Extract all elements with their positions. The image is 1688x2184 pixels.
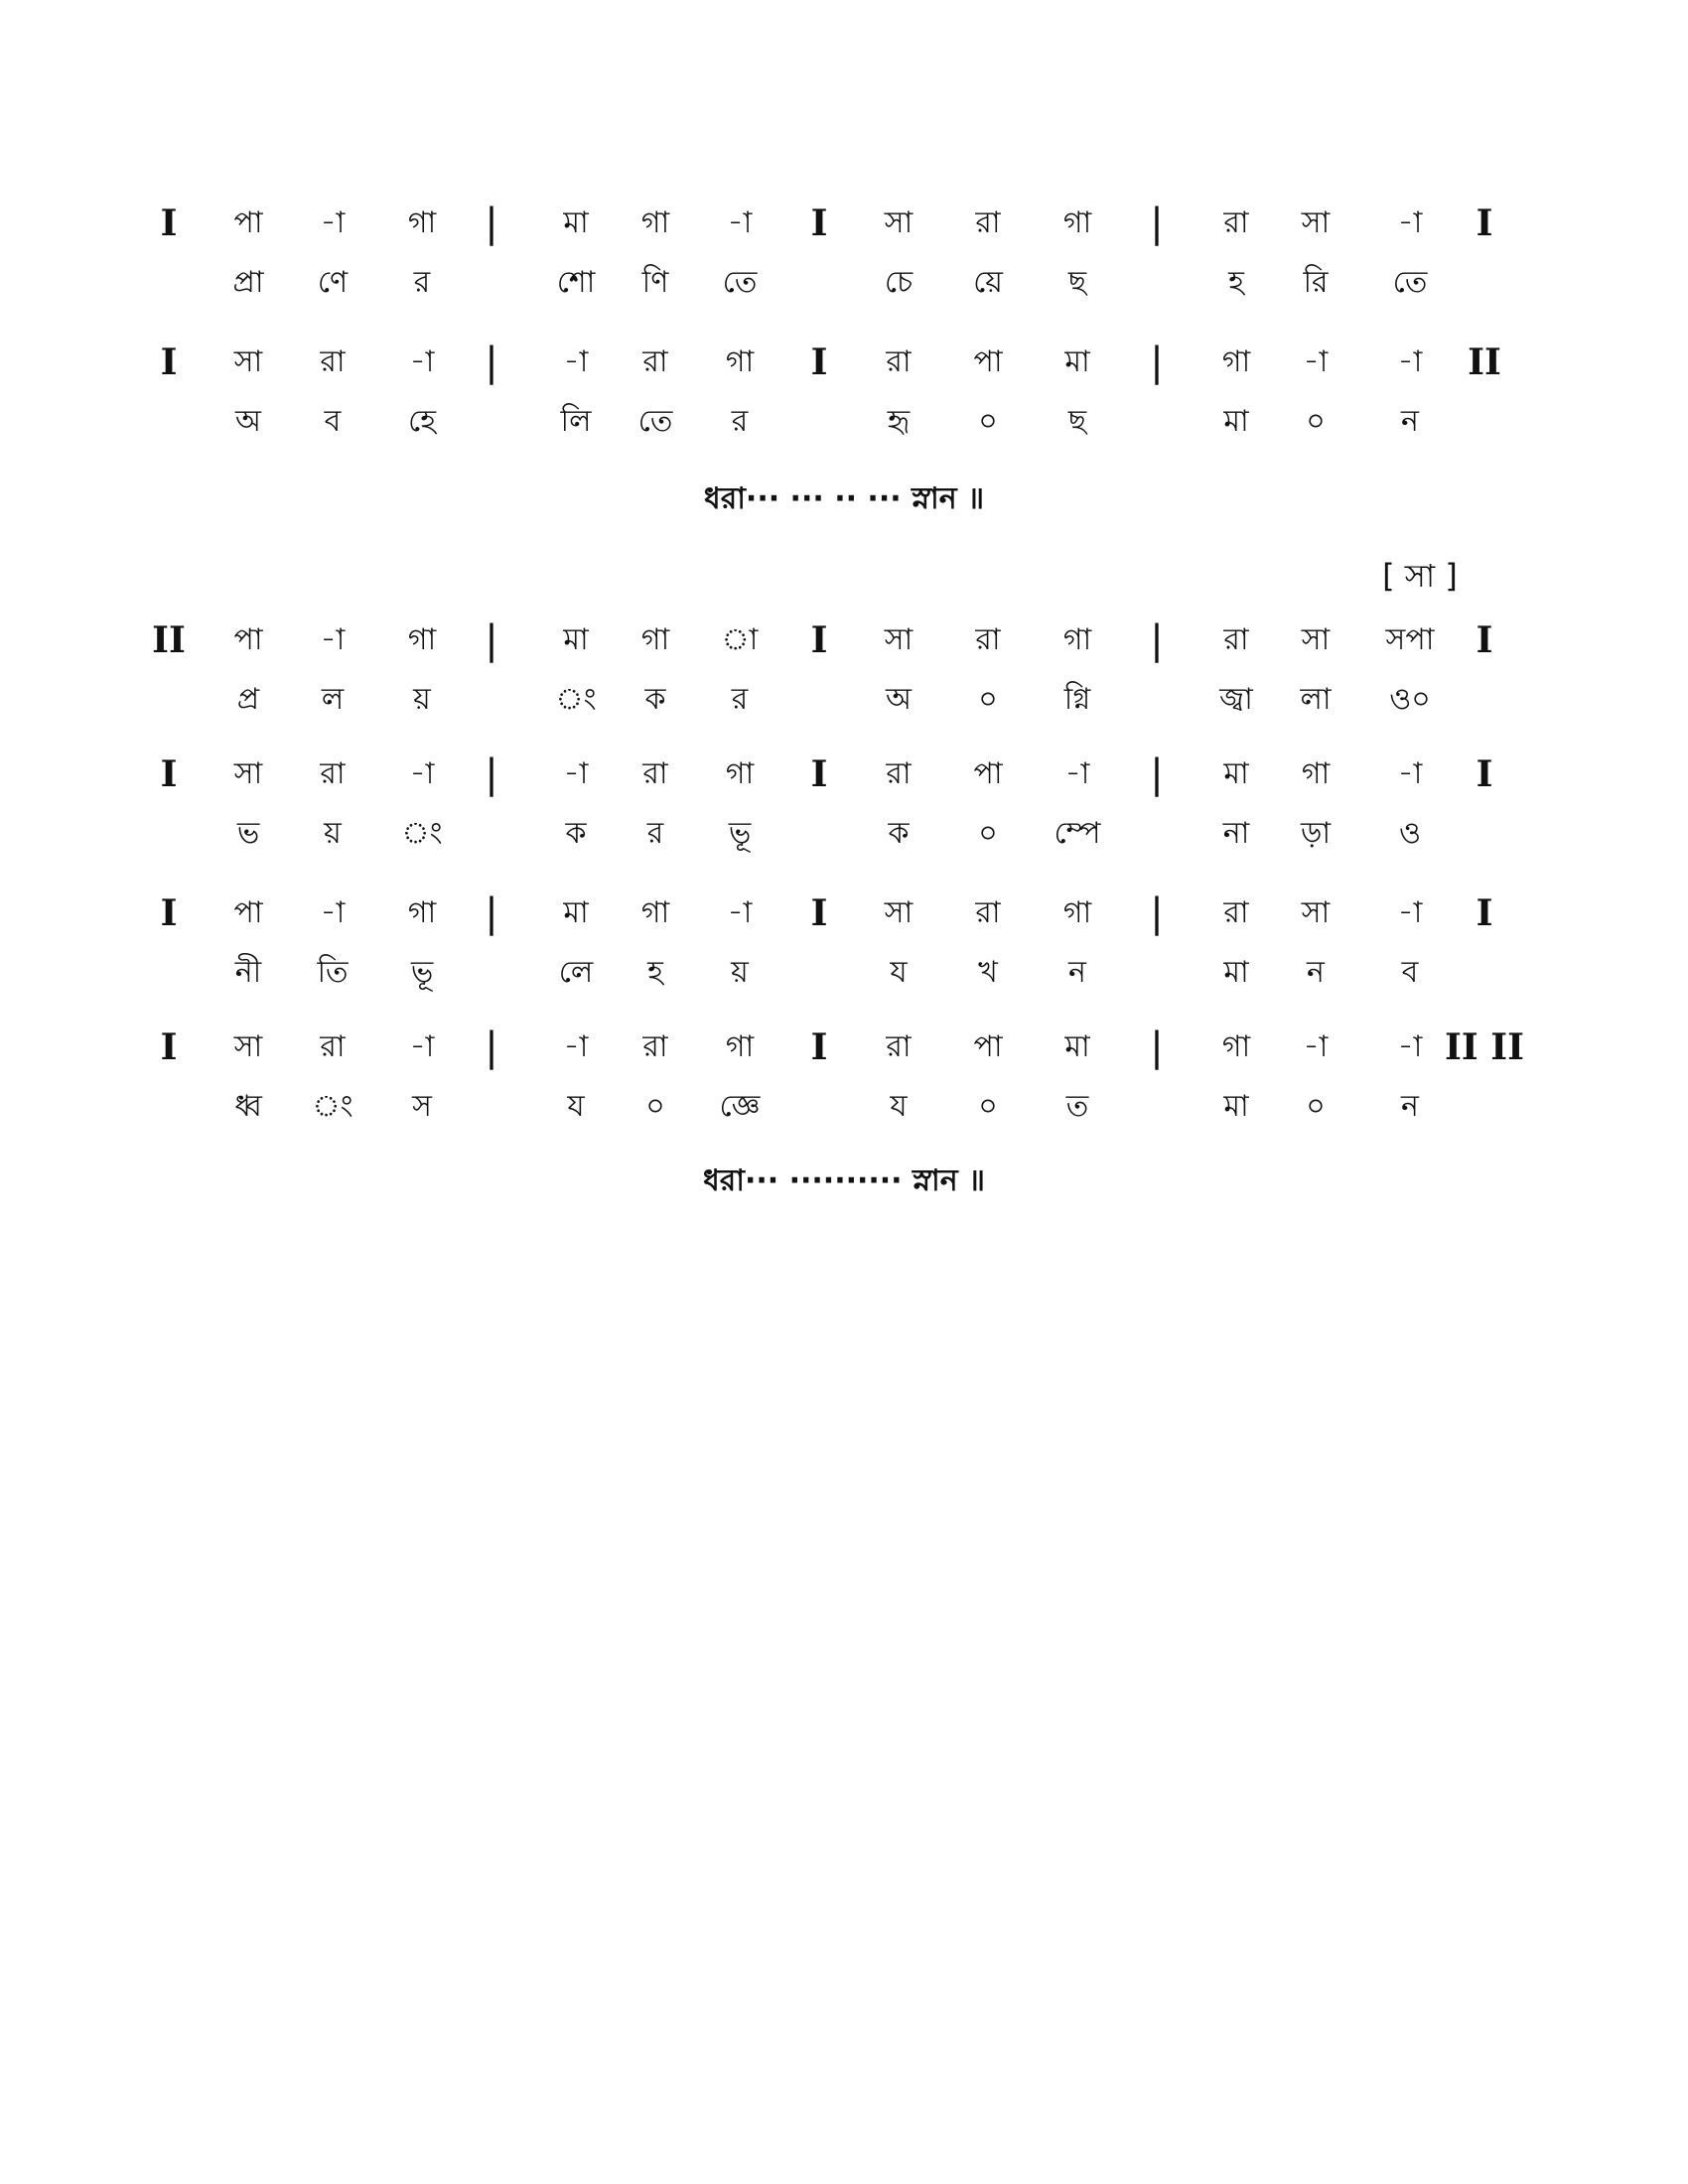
lyric-syllable: তে — [637, 404, 673, 439]
lyric-syllable: ০ — [1306, 1089, 1326, 1124]
lyric-syllable: ধ্ব — [234, 1089, 262, 1124]
note-cell: -া — [1397, 756, 1423, 791]
bar-line: | — [485, 1024, 498, 1070]
note-cell: পা — [233, 205, 263, 240]
note-cell: গা — [640, 895, 670, 930]
lyric-syllable: ভূ — [728, 816, 752, 851]
note-cell: -া — [563, 1029, 589, 1064]
lyric-syllable: মা — [1223, 404, 1249, 439]
lyric-syllable: ণে — [317, 265, 349, 300]
bar-line: I — [160, 753, 178, 795]
note-cell: গা — [1062, 622, 1092, 657]
bar-line: I — [810, 1026, 828, 1068]
lyric-syllable: মা — [1223, 955, 1249, 990]
lyric-row — [0, 253, 1688, 313]
lyric-syllable: স — [412, 1089, 432, 1124]
lyric-syllable: লি — [560, 404, 592, 439]
note-cell: -া — [1397, 895, 1423, 930]
note-cell: সা — [884, 205, 914, 240]
bar-line: I — [160, 892, 178, 934]
note-cell: -া — [727, 895, 753, 930]
bar-line: I — [1476, 619, 1493, 661]
lyric-syllable: ০ — [978, 1089, 998, 1124]
bar-line: I — [810, 753, 828, 795]
lyric-syllable: না — [1222, 816, 1250, 851]
bar-line: I — [810, 203, 828, 244]
bar-line: | — [485, 890, 498, 936]
lyric-syllable: নী — [234, 955, 262, 990]
lyric-syllable: হ — [1228, 265, 1244, 300]
lyric-syllable: য — [890, 1089, 908, 1124]
note-cell: সা — [233, 756, 263, 791]
lyric-syllable: ক — [888, 816, 910, 851]
bar-line: II II — [1445, 1026, 1524, 1068]
lyric-syllable: তে — [722, 265, 758, 300]
lyric-syllable: ০ — [978, 404, 998, 439]
lyric-syllable: য় — [413, 682, 431, 717]
note-cell: গা — [725, 756, 755, 791]
note-cell: -া — [409, 344, 435, 379]
lyric-syllable: ন — [1068, 955, 1086, 990]
lyric-syllable: হে — [408, 404, 436, 439]
lyric-syllable: ব — [324, 404, 342, 439]
bar-line: | — [485, 617, 498, 663]
lyric-syllable: ০ — [978, 682, 998, 717]
lyric-syllable: তি — [317, 955, 349, 990]
note-cell: পা — [233, 895, 263, 930]
note-cell: গা — [407, 205, 437, 240]
note-cell: রা — [975, 622, 1001, 657]
lyric-syllable: য় — [731, 955, 749, 990]
bar-line: | — [1150, 340, 1164, 385]
note-cell: গা — [1221, 1029, 1251, 1064]
note-cell: মা — [1223, 756, 1249, 791]
lyric-syllable: ং — [401, 816, 443, 851]
lyric-syllable: ড়া — [1300, 816, 1332, 851]
note-cell: -া — [1303, 344, 1329, 379]
lyric-syllable: র — [413, 265, 431, 300]
lyric-syllable: প্র — [236, 682, 260, 717]
lyric-syllable: য — [567, 1089, 585, 1124]
lyric-syllable: ম্পে — [1054, 816, 1101, 851]
lyric-syllable: তে — [1392, 265, 1428, 300]
bar-line: | — [485, 201, 498, 246]
note-cell: -া — [727, 205, 753, 240]
lyric-syllable: মা — [1223, 1089, 1249, 1124]
lyric-syllable: ক — [565, 816, 587, 851]
bar-line: I — [160, 341, 178, 383]
note-cell: গা — [725, 344, 755, 379]
lyric-syllable: জ্ঞে — [719, 1089, 761, 1124]
note-cell: রা — [886, 344, 912, 379]
note-cell: রা — [1223, 895, 1249, 930]
bar-line: I — [1476, 203, 1493, 244]
bar-line: II — [152, 619, 186, 661]
lyric-row — [0, 392, 1688, 452]
bar-line: I — [160, 1026, 178, 1068]
note-cell: পা — [973, 756, 1003, 791]
bar-line: | — [1150, 751, 1164, 797]
notation-row — [0, 611, 1688, 670]
note-cell: গা — [1062, 205, 1092, 240]
lyric-syllable: ভূ — [410, 955, 434, 990]
note-cell: সা — [233, 1029, 263, 1064]
bar-line: | — [485, 751, 498, 797]
lyric-syllable: লা — [1300, 682, 1332, 717]
note-cell: পা — [973, 344, 1003, 379]
note-cell: সা — [1301, 895, 1331, 930]
note-cell: মা — [1064, 344, 1090, 379]
lyric-syllable: র — [731, 404, 749, 439]
bar-line: I — [160, 203, 178, 244]
bar-line: | — [1150, 201, 1164, 246]
lyric-syllable: অ — [235, 404, 261, 439]
lyric-syllable: ল — [321, 682, 345, 717]
note-cell: রা — [642, 756, 668, 791]
lyric-syllable: র — [646, 816, 664, 851]
note-cell: মা — [563, 205, 589, 240]
note-cell: রা — [975, 895, 1001, 930]
note-cell: সা — [1301, 205, 1331, 240]
bar-line: | — [1150, 890, 1164, 936]
note-cell: -া — [1064, 756, 1090, 791]
bar-line: I — [1476, 753, 1493, 795]
lyric-syllable: ০ — [978, 816, 998, 851]
note-cell: গা — [640, 205, 670, 240]
lyric-syllable: য় — [324, 816, 342, 851]
note-cell: -া — [563, 344, 589, 379]
refrain-line: ধরা··· ··· ·· ··· স্নান ॥ — [703, 481, 985, 516]
lyric-syllable: ত — [1065, 1089, 1089, 1124]
note-cell: সা — [884, 895, 914, 930]
note-cell: গা — [1062, 895, 1092, 930]
note-cell: মা — [563, 895, 589, 930]
lyric-syllable: ং — [555, 682, 597, 717]
lyric-syllable: হৃ — [887, 404, 911, 439]
lyric-syllable: ন — [1307, 955, 1325, 990]
notation-row — [0, 884, 1688, 943]
note-cell: রা — [886, 1029, 912, 1064]
lyric-syllable: লে — [558, 955, 594, 990]
note-cell: -া — [320, 622, 346, 657]
note-cell: -া — [1397, 1029, 1423, 1064]
note-cell: পা — [973, 1029, 1003, 1064]
note-cell: রা — [320, 756, 346, 791]
note-cell: রা — [320, 344, 346, 379]
lyric-syllable: ন — [1401, 1089, 1419, 1124]
note-cell: মা — [1064, 1029, 1090, 1064]
bar-line: | — [485, 340, 498, 385]
note-cell: রা — [886, 756, 912, 791]
lyric-syllable: ক — [644, 682, 666, 717]
note-cell: গা — [1221, 344, 1251, 379]
note-cell: সা — [233, 344, 263, 379]
note-cell: রা — [642, 344, 668, 379]
lyric-syllable: য — [890, 955, 908, 990]
lyric-row — [0, 1077, 1688, 1137]
bar-line: I — [810, 341, 828, 383]
note-cell: সা — [1301, 622, 1331, 657]
note-cell: পা — [233, 622, 263, 657]
note-cell: রা — [642, 1029, 668, 1064]
notation-row — [0, 745, 1688, 804]
bar-line: I — [810, 892, 828, 934]
bar-line: I — [1476, 892, 1493, 934]
note-cell: া — [721, 622, 759, 657]
note-cell: সা — [884, 622, 914, 657]
note-cell: -া — [409, 1029, 435, 1064]
notation-row — [0, 194, 1688, 253]
note-cell: গা — [1301, 756, 1331, 791]
lyric-syllable: ণি — [641, 265, 669, 300]
bracket-note: [ সা ] — [1382, 557, 1458, 595]
lyric-syllable: ০ — [1306, 404, 1326, 439]
note-cell: -া — [1397, 205, 1423, 240]
lyric-syllable: র — [731, 682, 749, 717]
lyric-row — [0, 804, 1688, 864]
notation-row — [0, 333, 1688, 392]
lyric-syllable: অ — [886, 682, 912, 717]
lyric-syllable: হ — [647, 955, 663, 990]
lyric-syllable: জ্বা — [1219, 682, 1253, 717]
note-cell: গা — [725, 1029, 755, 1064]
lyric-syllable: প্রা — [232, 265, 264, 300]
lyric-syllable: ছ — [1067, 404, 1087, 439]
note-cell: রা — [320, 1029, 346, 1064]
lyric-syllable: ভ — [236, 816, 260, 851]
refrain-line: ধরা··· ·········· স্নান ॥ — [702, 1163, 986, 1198]
note-cell: সপা — [1385, 622, 1435, 657]
note-cell: -া — [320, 895, 346, 930]
note-cell: গা — [640, 622, 670, 657]
lyric-syllable: ও০ — [1389, 682, 1431, 717]
note-cell: রা — [975, 205, 1001, 240]
note-cell: মা — [563, 622, 589, 657]
bar-line: II — [1468, 341, 1501, 383]
lyric-syllable: ও — [1398, 816, 1422, 851]
note-cell: রা — [1223, 622, 1249, 657]
notation-row — [0, 1018, 1688, 1077]
lyric-row — [0, 943, 1688, 1003]
note-cell: -া — [1397, 344, 1423, 379]
lyric-syllable: শো — [556, 265, 596, 300]
note-cell: গা — [407, 622, 437, 657]
note-cell: -া — [563, 756, 589, 791]
lyric-syllable: খ — [978, 955, 998, 990]
lyric-syllable: ন — [1401, 404, 1419, 439]
lyric-syllable: য়ে — [973, 265, 1003, 300]
lyric-syllable: গ্নি — [1063, 682, 1091, 717]
bar-line: | — [1150, 617, 1164, 663]
lyric-syllable: রি — [1303, 265, 1329, 300]
lyric-syllable: ব — [1401, 955, 1419, 990]
bar-line: I — [810, 619, 828, 661]
note-cell: -া — [1303, 1029, 1329, 1064]
note-cell: গা — [407, 895, 437, 930]
note-cell: -া — [409, 756, 435, 791]
lyric-syllable: ০ — [645, 1089, 665, 1124]
lyric-syllable: ং — [312, 1089, 353, 1124]
lyric-syllable: ছ — [1067, 265, 1087, 300]
bar-line: | — [1150, 1024, 1164, 1070]
note-cell: রা — [1223, 205, 1249, 240]
lyric-syllable: চে — [884, 265, 914, 300]
lyric-row — [0, 670, 1688, 730]
note-cell: -া — [320, 205, 346, 240]
